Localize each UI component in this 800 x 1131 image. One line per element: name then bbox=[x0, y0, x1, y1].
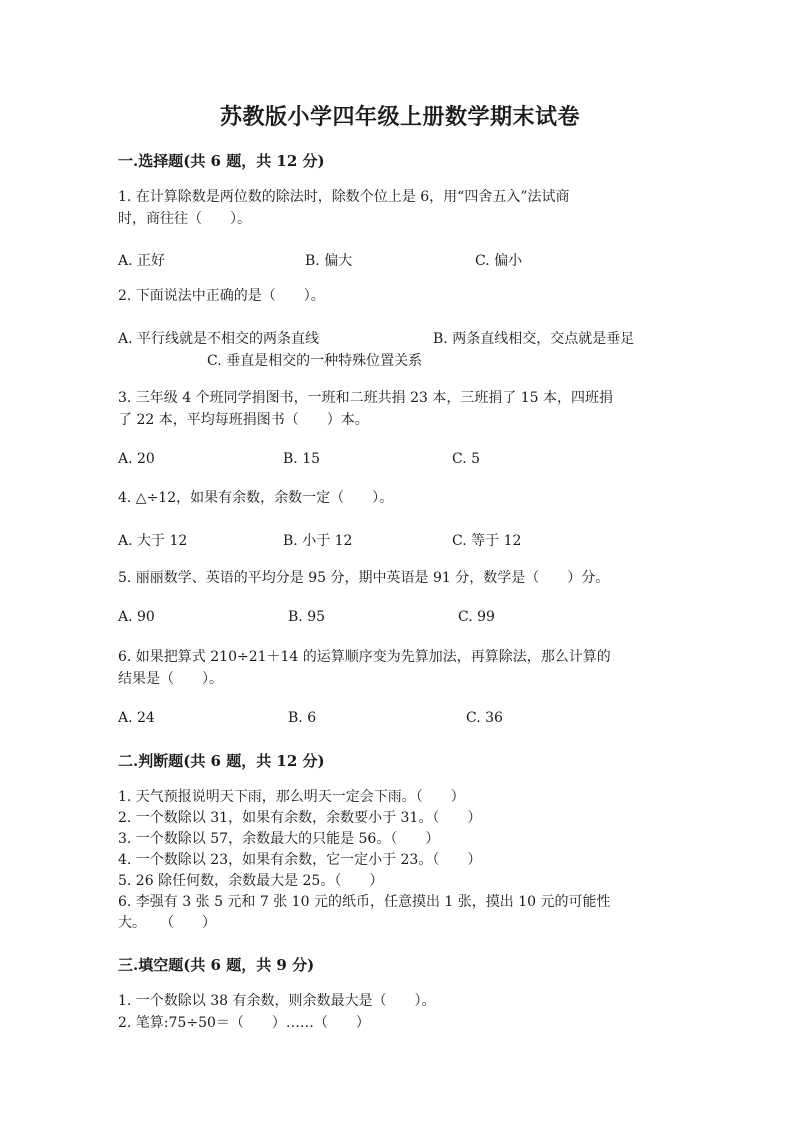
question-text: 时，商往往（ ）。 bbox=[118, 211, 251, 227]
option-b: B. 15 bbox=[283, 451, 321, 467]
option-a: A. 90 bbox=[118, 609, 155, 625]
judgment-line: 6. 李强有 3 张 5 元和 7 张 10 元的纸币，任意摸出 1 张，摸出 10 元的可能性 bbox=[118, 894, 611, 910]
section-heading-fill-in: 三.填空题(共 6 题，共 9 分) bbox=[118, 956, 315, 974]
option-c: C. 偏小 bbox=[475, 253, 523, 269]
option-c: C. 5 bbox=[452, 451, 481, 467]
option-b: B. 95 bbox=[288, 609, 326, 625]
option-c: C. 等于 12 bbox=[452, 533, 522, 549]
judgment-line: 2. 一个数除以 31，如果有余数，余数要小于 31。（ ） bbox=[118, 810, 482, 826]
question-text: 4. △÷12，如果有余数，余数一定（ ）。 bbox=[118, 490, 394, 506]
question-text: 结果是（ ）。 bbox=[118, 671, 223, 687]
fill-in-line: 2. 笔算:75÷50＝（ ）……（ ） bbox=[118, 1015, 370, 1031]
judgment-line: 1. 天气预报说明天下雨，那么明天一定会下雨。（ ） bbox=[118, 789, 465, 805]
question-text: 3. 三年级 4 个班同学捐图书，一班和二班共捐 23 本，三班捐了 15 本，四班捐 bbox=[118, 390, 614, 406]
option-b: B. 两条直线相交，交点就是垂足 bbox=[433, 331, 635, 347]
question-text: 1. 在计算除数是两位数的除法时，除数个位上是 6，用“四舍五入”法试商 bbox=[118, 189, 570, 205]
question-text: 5. 丽丽数学、英语的平均分是 95 分，期中英语是 91 分，数学是（ ）分。 bbox=[118, 570, 610, 586]
question-text: 6. 如果把算式 210÷21＋14 的运算顺序变为先算加法，再算除法，那么计算的 bbox=[118, 649, 611, 665]
section-heading-judgment: 二.判断题(共 6 题，共 12 分) bbox=[118, 752, 325, 770]
option-c: C. 99 bbox=[458, 609, 495, 625]
judgment-line: 5. 26 除任何数，余数最大是 25。（ ） bbox=[118, 873, 384, 889]
question-text: 2. 下面说法中正确的是（ ）。 bbox=[118, 288, 325, 304]
option-c: C. 36 bbox=[466, 710, 503, 726]
question-text: 了 22 本，平均每班捐图书（ ）本。 bbox=[118, 412, 369, 428]
page-title: 苏教版小学四年级上册数学期末试卷 bbox=[219, 104, 580, 130]
option-a: A. 平行线就是不相交的两条直线 bbox=[118, 331, 320, 347]
option-b: B. 偏大 bbox=[305, 253, 353, 269]
option-b: B. 6 bbox=[288, 710, 317, 726]
section-heading-choice: 一.选择题(共 6 题，共 12 分) bbox=[118, 152, 325, 170]
option-c: C. 垂直是相交的一种特殊位置关系 bbox=[207, 353, 423, 369]
fill-in-line: 1. 一个数除以 38 有余数，则余数最大是（ ）。 bbox=[118, 993, 436, 1009]
option-a: A. 24 bbox=[118, 710, 155, 726]
option-b: B. 小于 12 bbox=[283, 533, 353, 549]
option-a: A. 20 bbox=[118, 451, 155, 467]
judgment-line: 大。 （ ） bbox=[118, 915, 216, 931]
option-a: A. 正好 bbox=[118, 253, 166, 269]
option-a: A. 大于 12 bbox=[118, 533, 188, 549]
judgment-line: 4. 一个数除以 23，如果有余数，它一定小于 23。（ ） bbox=[118, 852, 482, 868]
judgment-line: 3. 一个数除以 57，余数最大的只能是 56。（ ） bbox=[118, 831, 440, 847]
